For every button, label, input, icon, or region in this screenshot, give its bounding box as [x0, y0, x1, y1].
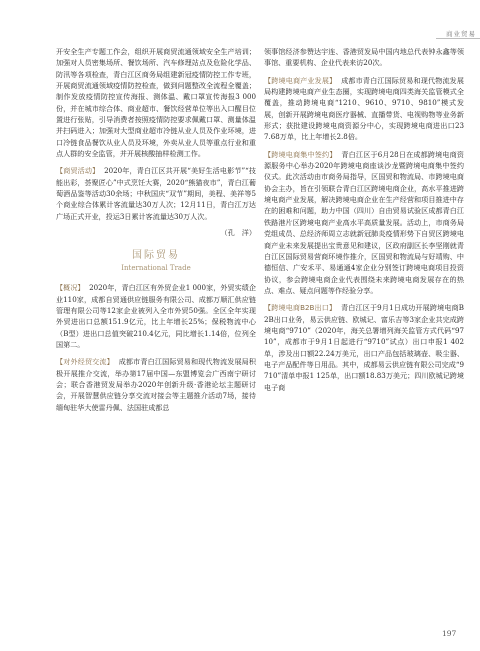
section-title-zh: 国际贸易: [132, 250, 180, 262]
ecommerce-signing-paragraph: [264, 149, 464, 296]
ecommerce-signing-text: 青白江区于6月28日在成都跨境电商资源服务中心举办2020年跨境电商座谈沙龙暨跨境电商集中签约仪式。此次活动由市商务局指导，区国贸和物流局、市跨境电商协会主办，旨在引领联合青白江区跨境电商企业，高水平推进跨境电商产业发展，解决跨境电商企业在生产经营和项目推进中存在的困难和问题，助力中国（四川）自由贸易试验区成都青白江铁路港片区跨境电商产业高水平高质量发展。活动上，市商务局党组成员、总经济师周立志就新冠肺炎疫情形势下自贸区跨境电商产业未来发展提出宝贵意见和建议，区政府副区长李坚刚就青白江区国际贸易营商环境作推介，区国贸和物流局与好靖购、中德恒信、广安禾平、易通通4家企业分别签订跨境电商项目投资协议，参会跨境电商企业代表围绕未来跨境电商发展存在的热点、难点、疑点问题等作经验分享。: [264, 149, 464, 295]
author-signature: （孔 洋）: [220, 228, 256, 238]
b2b-export-paragraph: [264, 302, 464, 393]
foreign-trade-exchange-paragraph: [56, 356, 256, 413]
ecommerce-industry-text: 成都市青白江国际贸易和现代物流发展局构建跨境电商产业生态圈，实现跨境电商四类海关监管模式全覆盖，推动跨境电商“1210、9610、9710、9810”模式发展，创新开展跨境电商医疗器械、直播带货、电视购物等业务新形式；获批建设跨境电商资源分中心，实现跨境电商进出口237.68万单，比上年增长2.8倍。: [264, 75, 465, 142]
ecommerce-signing-tag: 【跨境电商集中签约】: [264, 149, 337, 159]
overview-paragraph: [56, 282, 256, 350]
ecommerce-industry-paragraph: [264, 75, 464, 143]
commerce-activities-paragraph: [56, 165, 256, 222]
overview-tag: 【概况】: [56, 283, 85, 293]
left-paragraph-1: [56, 46, 256, 159]
header-section-tag: 商业贸易: [446, 30, 476, 38]
b2b-export-tag: 【跨境电商B2B出口】: [264, 303, 337, 313]
header-rule: [436, 38, 480, 39]
commerce-activities-tag: 【商贸活动】: [56, 166, 100, 176]
foreign-trade-exchange-text: 成都市青白江国际贸易和现代物流发展局积极开展推介交流，举办第17届中国—东盟博览会广西南宁研讨会；联合香港贸发局举办2020年创新升级·香港论坛主题研讨会，开展智慧供应链分享交流对接会等主题推介活动7场，接待缅甸驻华大使雷丹佩、法国驻成都总: [56, 357, 257, 412]
foreign-trade-exchange-tag: 【对外经贸交流】: [56, 357, 114, 367]
section-title: [56, 246, 256, 272]
right-column: [264, 46, 464, 399]
b2b-export-text: 青白江区于9月1日成功开展跨境电商B2B出口业务，易云供应链、欧城记、富乐吉等3家企业共完成跨境电商“9710”（2020年，海关总署增列海关监管方式代码“9710”，成都市于9月1日起进行“9710”试点）出口申报1 402单，涉及出口额22.24万美元，出口产品包括玻璃壶、吸尘器、电子产品配件等日用品。其中，成都易云供应链有限公司完成“9710”清单申报1 125单，出口额18.83万美元；四川欧城记跨境电子商: [264, 303, 465, 392]
left-column: [56, 46, 256, 419]
section-title-en: International Trade: [121, 264, 191, 273]
overview-text: 2020年，青白江区有外贸企业1 000家，外贸实绩企业110家，成都自贸通供应链服务有限公司、成都万顺汇供应链管理有限公司等12家企业被列入全市外贸50强。全区全年实现外贸进出口总额151.9亿元，比上年增长25%；保税物流中心（B型）进出口总值突破210.4亿元，同比增长1.14倍，位列全国第二。: [56, 283, 256, 349]
page-number: 197: [442, 629, 457, 638]
ecommerce-industry-tag: 【跨境电商产业发展】: [264, 75, 337, 85]
left-paragraph-1-text: 开安全生产专题工作会，组织开展商贸流通领域安全生产培训；加强对人员密集场所、餐饮场所、汽车修理站点及危险化学品、防汛等各项检查，青白江区商务局组建新冠疫情防控工作专班，开展商贸流通领域疫情防控检查，做到问题整改全流程全覆盖；制作发放疫情防控宣传海报、测体温、戴口罩宣传海报3 000份，并在城市综合体、商业超市、餐饮经营单位等出入口醒目位置进行张贴，引导消费者按照疫情防控要求佩戴口罩、测量体温并扫码进入；加强对大型商业超市冷链从业人员及作业环境，进口冷链食品餐饮从业人员及环境，外卖从业人员等重点行业和重点人群的安全监管，并开展核酸抽样检测工作。: [56, 47, 256, 159]
right-paragraph-1-text: 领事馆经济参赞达宇连、香港贸发局中国内地总代表钟永鑫等领事馆、重要机构、企业代表来访20次。: [264, 47, 464, 68]
commerce-activities-text: 2020年，青白江区共开展“美好生活电影节”“技能出彩，荟聚匠心”中式烹饪大赛，2020“熊猫夜市”，青白江葡萄酒品鉴等活动30余场；中秋国庆“双节”期间，美程、美祥等5个商业综合体累计客流量达30万人次；12月11日，青白江万达广场正式开业，投运3日累计客流量达30万人次。: [56, 166, 257, 221]
right-paragraph-1: [264, 46, 464, 69]
